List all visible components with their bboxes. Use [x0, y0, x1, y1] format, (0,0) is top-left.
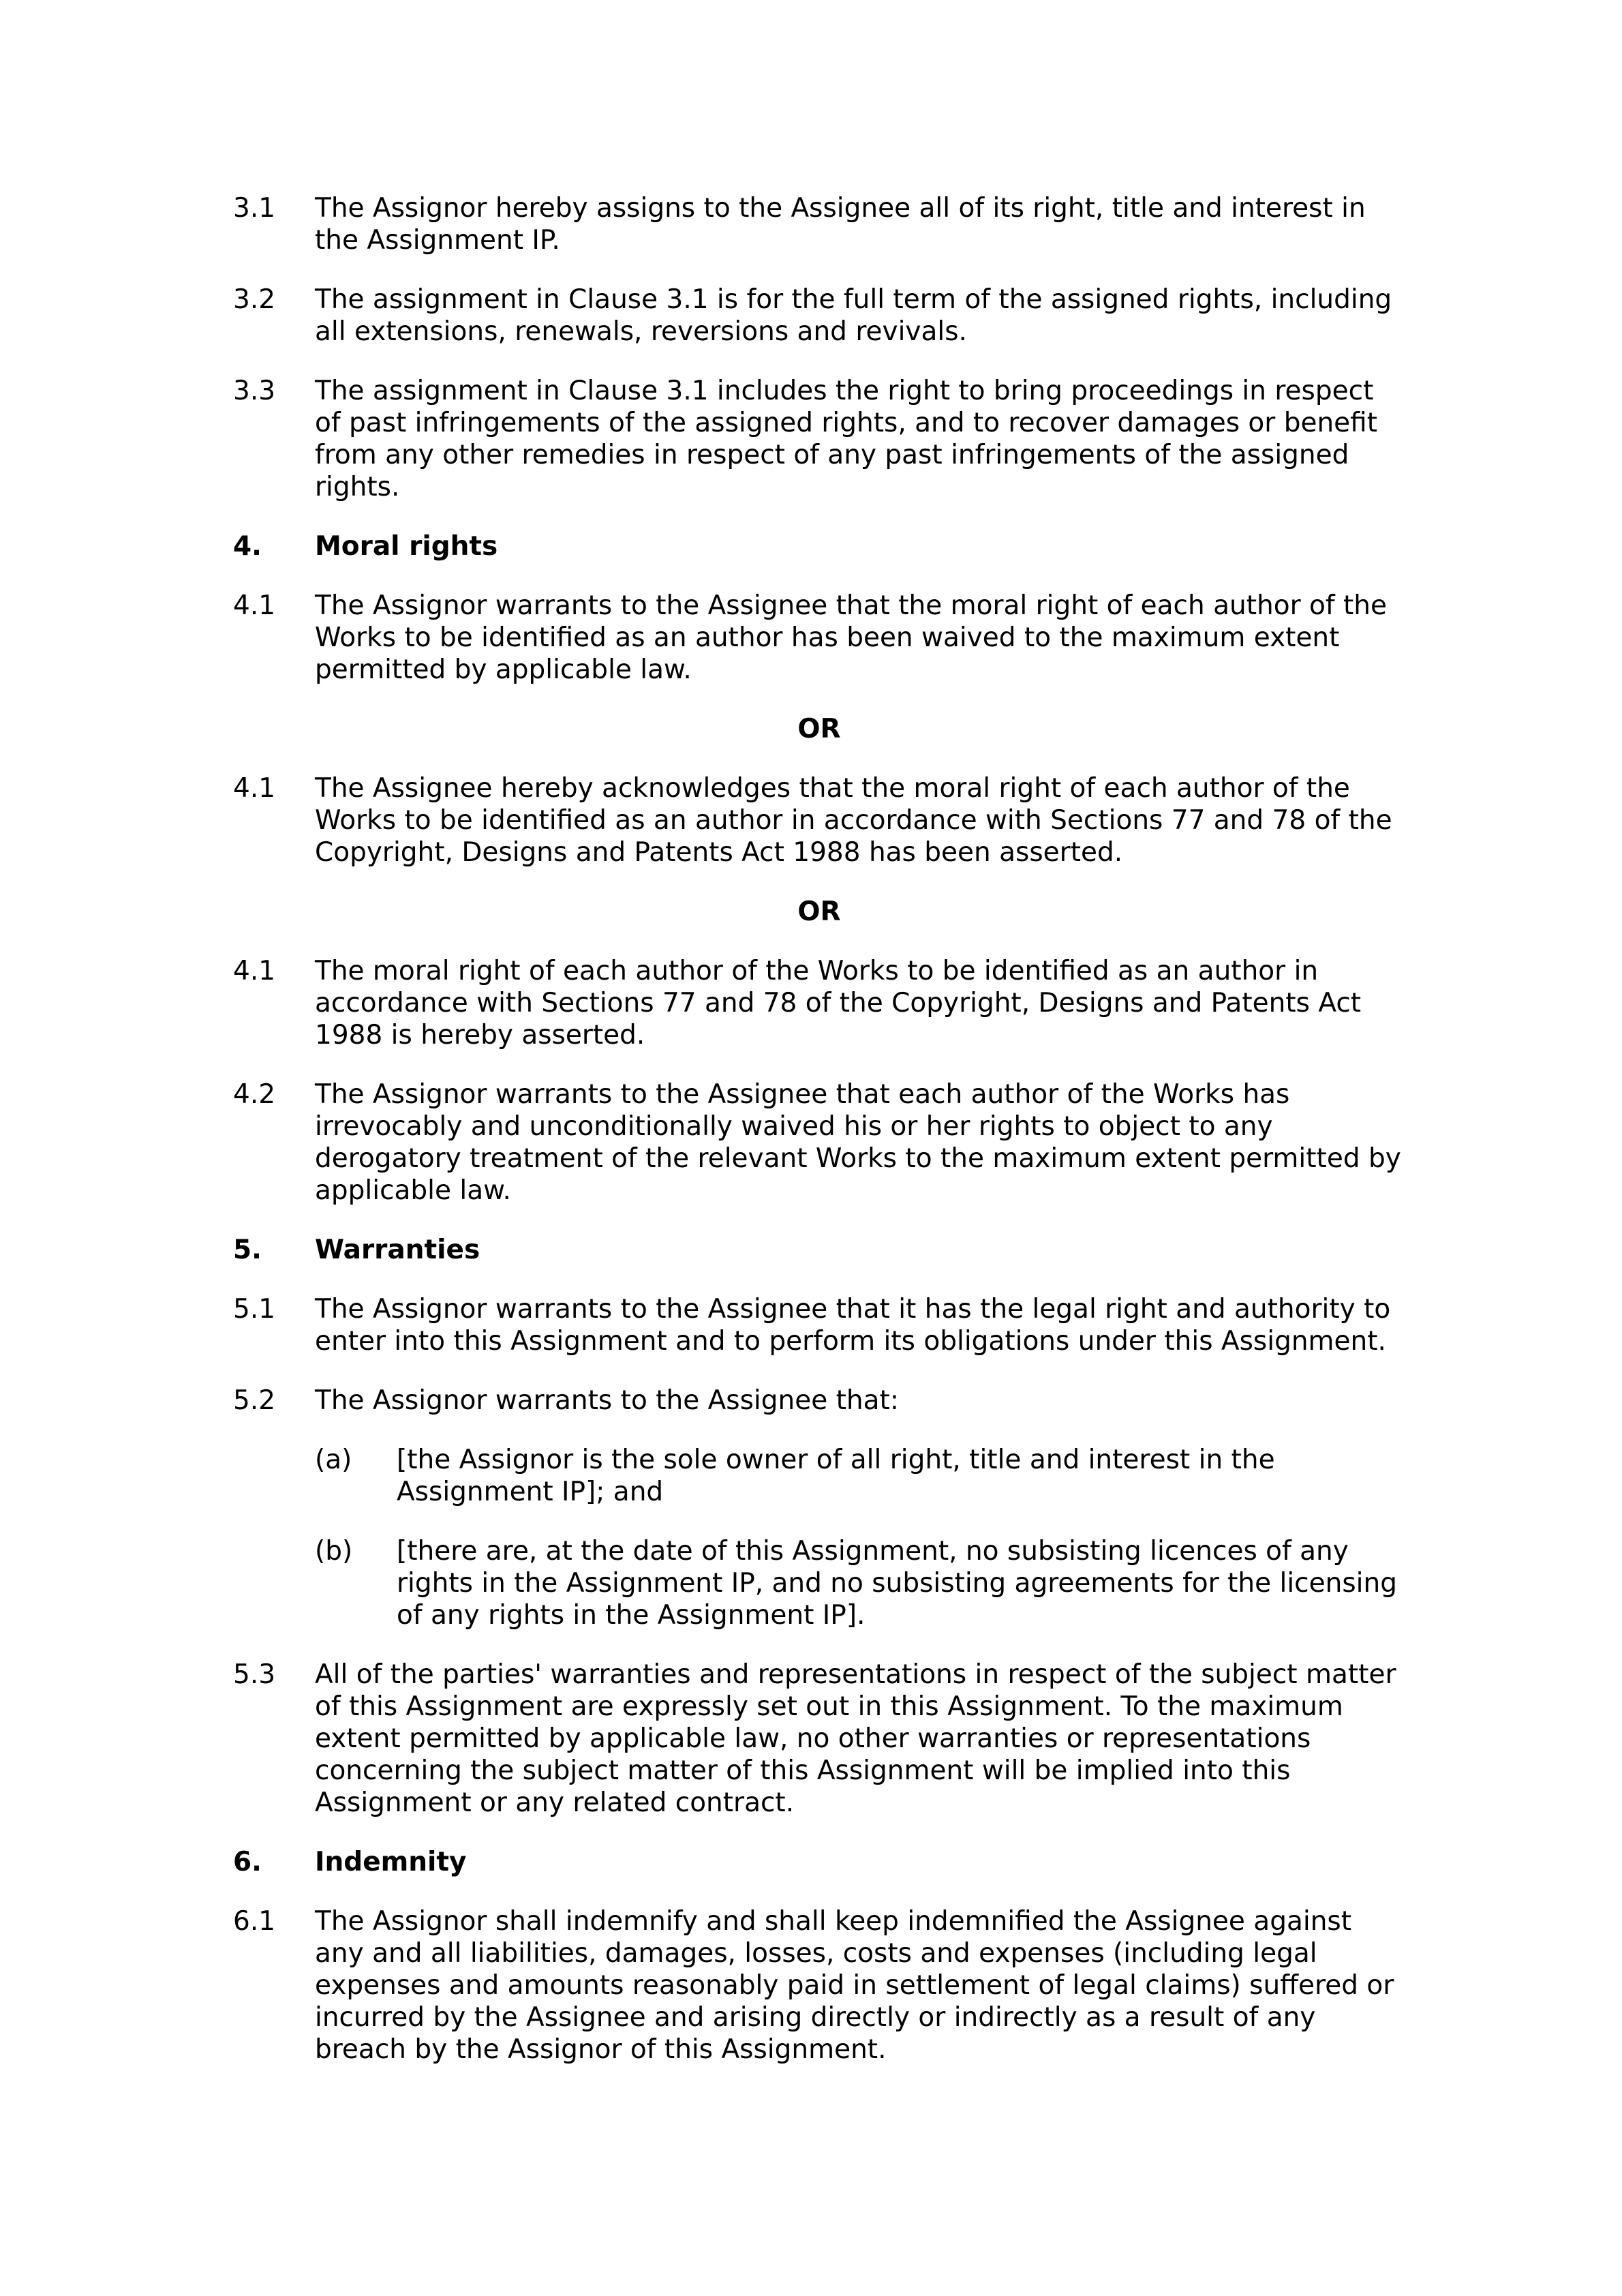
section-heading-warranties [233, 1234, 1405, 1266]
clause-text: The Assignor hereby assigns to the Assignee all of its right, title and interest in the Assignment IP. [315, 193, 1366, 256]
clause-text: The assignment in Clause 3.1 is for the full term of the assigned rights, including all extensions, renewals, reversions and revivals. [315, 284, 1392, 347]
or-separator: OR [797, 714, 841, 744]
section-title: Warranties [315, 1235, 480, 1265]
clause-5-2-a [315, 1444, 1405, 1508]
clause-text: All of the parties' warranties and representations in respect of the subject matter of this Assignment are expressly set out in this Assignment. To the maximum extent permitted by applicable law, no other warranties or representations concerning the subject matter of this Assignment will be implied into this Assignment or any related contract. [315, 1659, 1396, 1818]
clause-text: The Assignor warrants to the Assignee that it has the legal right and authority to enter into this Assignment and to perform its obligations under this Assignment. [315, 1294, 1391, 1357]
clause-3-3 [233, 375, 1405, 503]
clause-4-2 [233, 1078, 1405, 1207]
subclause-text: [the Assignor is the sole owner of all right, title and interest in the Assignment IP]; and [397, 1445, 1275, 1507]
clause-number: 3.3 [233, 376, 276, 406]
clause-text: The Assignor warrants to the Assignee that the moral right of each author of the Works to be identified as an author has been waived to the maximum extent permitted by applicable law. [315, 590, 1388, 685]
clause-6-1 [233, 1905, 1405, 2066]
clause-3-1 [233, 192, 1405, 256]
section-number: 4. [233, 531, 262, 562]
subclause-letter: (b) [315, 1536, 353, 1567]
clause-number: 4.1 [233, 773, 276, 804]
or-separator: OR [797, 896, 841, 927]
clause-text: The assignment in Clause 3.1 includes the right to bring proceedings in respect of past infringements of the assigned rights, and to recover damages or benefit from any other remedies in respect of any past infringements of the assigned rights. [315, 376, 1378, 502]
clause-text: The Assignor warrants to the Assignee that: [315, 1385, 899, 1416]
clause-4-1-option-c [233, 955, 1405, 1051]
section-number: 6. [233, 1847, 262, 1877]
section-title: Indemnity [315, 1847, 467, 1877]
subclause-text: [there are, at the date of this Assignment, no subsisting licences of any rights in the Assignment IP, and no subsisting agreements for the licensing of any rights in the Assignment IP]. [397, 1536, 1397, 1631]
clause-text: The Assignee hereby acknowledges that the moral right of each author of the Works to be identified as an author in accordance with Sections 77 and 78 of the Copyright, Designs and Patents Act 1988 has been asserted. [315, 773, 1392, 868]
clause-number: 6.1 [233, 1906, 276, 1937]
subclause-letter: (a) [315, 1445, 352, 1475]
clause-text: The Assignor warrants to the Assignee that each author of the Works has irrevocably and unconditionally waived his or her rights to object to any derogatory treatment of the relevant Works to the maximum extent permitted by applicable law. [315, 1079, 1401, 1206]
clause-number: 4.2 [233, 1079, 276, 1110]
clause-5-3 [233, 1659, 1405, 1819]
clause-number: 5.3 [233, 1659, 276, 1690]
section-heading-indemnity [233, 1846, 1405, 1878]
clause-number: 5.2 [233, 1385, 276, 1416]
section-number: 5. [233, 1235, 262, 1265]
section-heading-moral-rights [233, 530, 1405, 562]
clause-number: 4.1 [233, 956, 276, 986]
clause-5-2 [233, 1385, 1405, 1417]
clause-4-1-option-b [233, 772, 1405, 868]
clause-text: The moral right of each author of the Works to be identified as an author in accordance with Sections 77 and 78 of the Copyright, Designs and Patents Act 1988 is hereby asserted. [315, 956, 1362, 1051]
clause-number: 3.1 [233, 193, 276, 224]
clause-5-1 [233, 1293, 1405, 1357]
clause-number: 5.1 [233, 1294, 276, 1325]
clause-text: The Assignor shall indemnify and shall keep indemnified the Assignee against any and all liabilities, damages, losses, costs and expenses (including legal expenses and amounts reasonably paid in settlement of legal claims) suffered or incurred by the Assignee and arising directly or indirectly as a result of any breach by the Assignor of this Assignment. [315, 1906, 1394, 2065]
clause-3-2 [233, 284, 1405, 348]
clause-number: 4.1 [233, 590, 276, 621]
document-body [233, 192, 1405, 2093]
section-title: Moral rights [315, 531, 498, 562]
clause-number: 3.2 [233, 284, 276, 315]
clause-5-2-b [315, 1535, 1405, 1631]
clause-4-1-option-a [233, 590, 1405, 686]
